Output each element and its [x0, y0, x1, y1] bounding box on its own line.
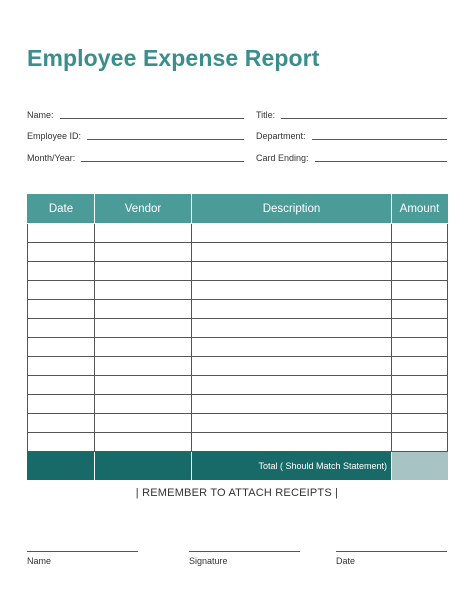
- vendor-cell[interactable]: [95, 224, 192, 243]
- amount-cell[interactable]: [392, 281, 448, 300]
- sign-name-label: Name: [27, 556, 52, 566]
- table-body: [28, 224, 448, 481]
- employee-id-line: [87, 139, 244, 140]
- description-cell[interactable]: [192, 281, 392, 300]
- header-description: Description: [192, 195, 392, 224]
- vendor-cell[interactable]: [95, 357, 192, 376]
- vendor-cell[interactable]: [95, 262, 192, 281]
- vendor-cell[interactable]: [95, 319, 192, 338]
- signature-line: [189, 551, 300, 552]
- department-field[interactable]: [256, 127, 447, 141]
- amount-cell[interactable]: [392, 357, 448, 376]
- title-line: [281, 118, 447, 119]
- vendor-cell[interactable]: [95, 433, 192, 452]
- total-empty-cell: [28, 452, 95, 481]
- amount-cell[interactable]: [392, 319, 448, 338]
- date-cell[interactable]: [28, 414, 95, 433]
- title-field[interactable]: [256, 106, 447, 120]
- total-row: [28, 452, 448, 481]
- date-label: Date: [336, 556, 356, 566]
- department-label: Department:: [256, 131, 306, 141]
- date-cell[interactable]: [28, 357, 95, 376]
- date-line: [336, 551, 447, 552]
- amount-cell[interactable]: [392, 300, 448, 319]
- date-cell[interactable]: [28, 262, 95, 281]
- expense-table: [27, 194, 448, 481]
- table-row: [28, 243, 448, 262]
- card-ending-label: Card Ending:: [256, 153, 309, 163]
- description-cell[interactable]: [192, 243, 392, 262]
- signature-label: Signature: [189, 556, 228, 566]
- vendor-cell[interactable]: [95, 338, 192, 357]
- vendor-cell[interactable]: [95, 376, 192, 395]
- signature-field[interactable]: [189, 551, 300, 566]
- table-row: [28, 224, 448, 243]
- table-row: [28, 395, 448, 414]
- title-label: Title:: [256, 110, 276, 120]
- amount-cell[interactable]: [392, 433, 448, 452]
- table-row: [28, 262, 448, 281]
- description-cell[interactable]: [192, 395, 392, 414]
- description-cell[interactable]: [192, 319, 392, 338]
- receipts-reminder: | REMEMBER TO ATTACH RECEIPTS |: [135, 487, 339, 499]
- amount-cell[interactable]: [392, 376, 448, 395]
- name-field[interactable]: [27, 106, 244, 120]
- description-cell[interactable]: [192, 357, 392, 376]
- description-cell[interactable]: [192, 376, 392, 395]
- amount-cell[interactable]: [392, 414, 448, 433]
- month-year-label: Month/Year:: [27, 153, 76, 163]
- table-row: [28, 376, 448, 395]
- department-line: [312, 139, 447, 140]
- header-vendor: Vendor: [95, 195, 192, 224]
- header-date: Date: [28, 195, 95, 224]
- date-cell[interactable]: [28, 433, 95, 452]
- table-row: [28, 338, 448, 357]
- date-cell[interactable]: [28, 338, 95, 357]
- sign-name-field[interactable]: [27, 551, 138, 566]
- vendor-cell[interactable]: [95, 414, 192, 433]
- description-cell[interactable]: [192, 300, 392, 319]
- table-row: [28, 433, 448, 452]
- date-cell[interactable]: [28, 300, 95, 319]
- card-ending-line: [315, 161, 447, 162]
- table-row: [28, 281, 448, 300]
- date-cell[interactable]: [28, 376, 95, 395]
- amount-cell[interactable]: [392, 243, 448, 262]
- amount-cell[interactable]: [392, 262, 448, 281]
- employee-id-label: Employee ID:: [27, 131, 82, 141]
- table-row: [28, 414, 448, 433]
- employee-id-field[interactable]: [27, 127, 244, 141]
- page-title: Employee Expense Report: [27, 45, 320, 71]
- amount-cell[interactable]: [392, 338, 448, 357]
- month-year-line: [81, 161, 244, 162]
- vendor-cell[interactable]: [95, 300, 192, 319]
- name-line: [60, 118, 244, 119]
- vendor-cell[interactable]: [95, 395, 192, 414]
- amount-cell[interactable]: [392, 395, 448, 414]
- table-row: [28, 300, 448, 319]
- vendor-cell[interactable]: [95, 281, 192, 300]
- header-amount: Amount: [392, 195, 448, 224]
- date-cell[interactable]: [28, 281, 95, 300]
- total-label: Total ( Should Match Statement): [192, 452, 392, 481]
- date-cell[interactable]: [28, 319, 95, 338]
- date-cell[interactable]: [28, 395, 95, 414]
- table-row: [28, 357, 448, 376]
- amount-cell[interactable]: [392, 224, 448, 243]
- description-cell[interactable]: [192, 262, 392, 281]
- vendor-cell[interactable]: [95, 243, 192, 262]
- description-cell[interactable]: [192, 414, 392, 433]
- description-cell[interactable]: [192, 338, 392, 357]
- date-cell[interactable]: [28, 243, 95, 262]
- date-cell[interactable]: [28, 224, 95, 243]
- month-year-field[interactable]: [27, 149, 244, 163]
- total-empty-cell: [95, 452, 192, 481]
- description-cell[interactable]: [192, 224, 392, 243]
- table-header-row: [28, 195, 448, 224]
- card-ending-field[interactable]: [256, 149, 447, 163]
- name-label: Name:: [27, 110, 54, 120]
- date-field[interactable]: [336, 551, 447, 566]
- table-row: [28, 319, 448, 338]
- description-cell[interactable]: [192, 433, 392, 452]
- total-amount-cell[interactable]: [392, 452, 448, 481]
- sign-name-line: [27, 551, 138, 552]
